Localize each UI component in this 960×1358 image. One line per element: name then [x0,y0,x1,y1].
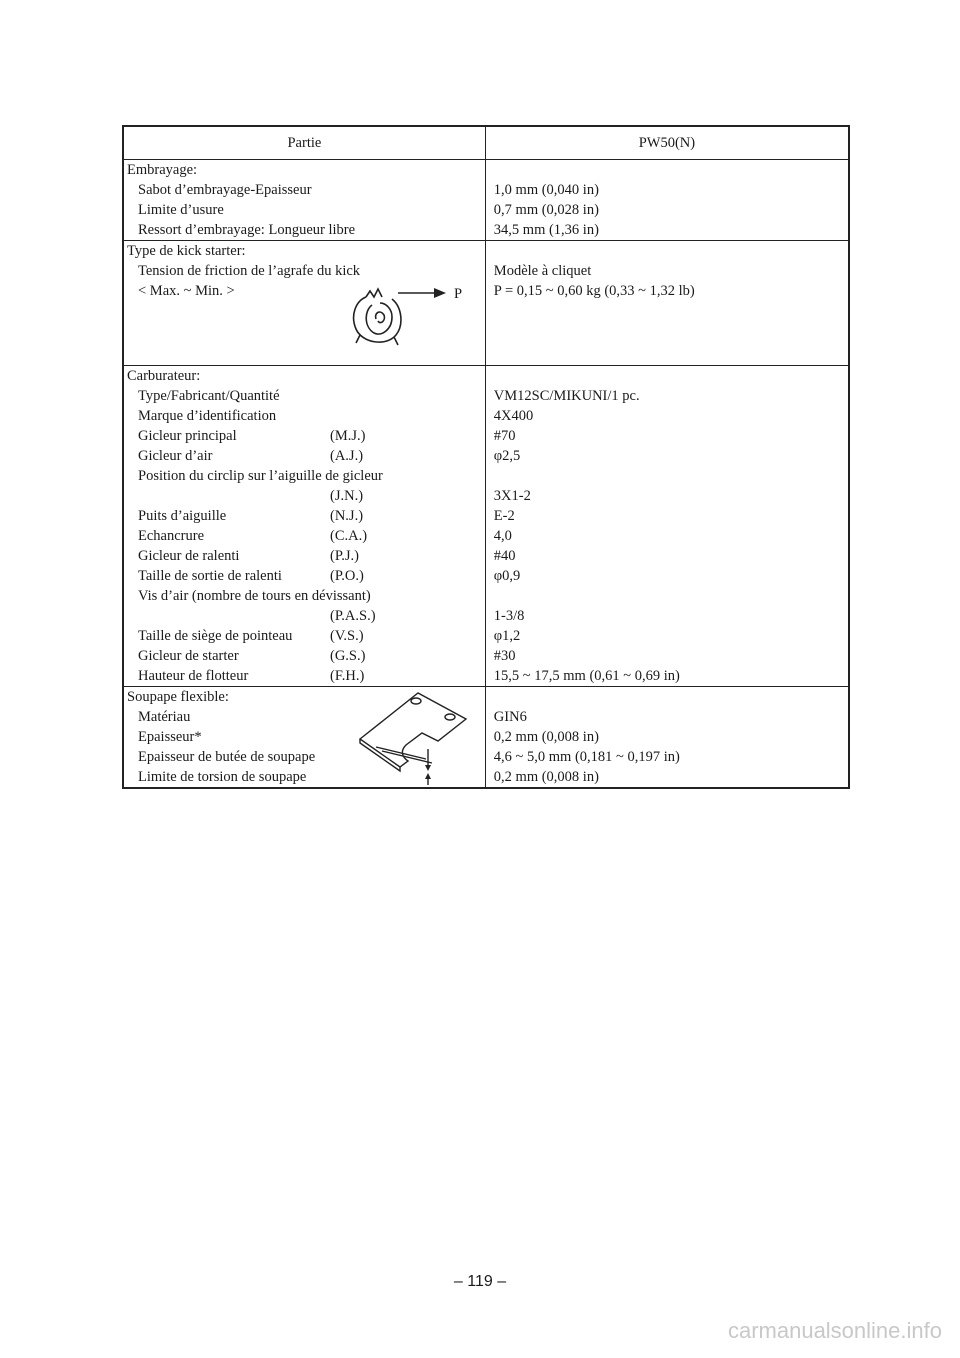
kick-clip-diagram [336,285,476,357]
arrow-head-icon [425,773,431,779]
spec-table [122,125,850,789]
arrow-head-icon [425,765,431,771]
row-value: 4X400 [493,408,534,424]
row-value: Modèle à cliquet [493,263,592,279]
row-value: VM12SC/MIKUNI/1 pc. [493,388,640,404]
row-label: Limite d’usure [138,202,224,218]
row-label: Epaisseur de butée de soupape [138,749,316,765]
row-value: 1,0 mm (0,040 in) [493,182,599,198]
row-label: Puits d’aiguille (N.J.) [138,508,364,524]
row-label: Sabot d’embrayage-Epaisseur [138,182,312,198]
row-label: < Max. ~ Min. > [138,283,235,299]
row-label: Position du circlip sur l’aiguille de gicleur [138,468,383,484]
header-part: Partie [123,126,485,160]
row-value [486,586,848,606]
row-value: 3X1-2 [493,488,531,504]
row-label: Marque d’identification [138,408,277,424]
section-title: Soupape flexible: [127,689,229,705]
row-value: φ2,5 [493,448,521,464]
force-label: P [454,286,463,302]
section-reed-valve [123,687,849,789]
section-title: Type de kick starter: [127,243,246,259]
section-title: Carburateur: [127,368,201,384]
row-label: Tension de friction de l’agrafe du kick [138,263,361,279]
row-value: #30 [493,648,516,664]
row-label: Gicleur principal (M.J.) [138,428,366,444]
row-label: (J.N.) [330,488,364,504]
row-label: Taille de sortie de ralenti (P.O.) [138,568,364,584]
row-label: Ressort d’embrayage: Longueur libre [138,222,356,238]
section-title: Embrayage: [127,162,198,178]
page-number: – 119 – [453,1273,507,1290]
section-kick-starter [123,241,849,366]
arrow-head-icon [434,288,446,298]
row-value [486,466,848,486]
row-label: Matériau [138,709,191,725]
row-value: GIN6 [493,709,527,725]
row-label: Echancrure (C.A.) [138,528,368,544]
reed-valve-diagram [346,689,476,785]
row-label: Hauteur de flotteur (F.H.) [138,668,365,684]
row-label: Gicleur d’air (A.J.) [138,448,364,464]
row-label: Type/Fabricant/Quantité [138,388,280,404]
row-value: 0,2 mm (0,008 in) [493,769,599,785]
section-carburetor [123,366,849,687]
watermark: carmanualsonline.info [727,1318,942,1343]
row-value: 34,5 mm (1,36 in) [493,222,599,238]
section-clutch [123,160,849,241]
row-label: Taille de siège de pointeau (V.S.) [138,628,364,644]
row-label: Limite de torsion de soupape [138,769,307,785]
table-header-row [123,126,849,160]
row-value: 4,0 [493,528,512,544]
row-value: 0,2 mm (0,008 in) [493,729,599,745]
row-value: #40 [493,548,516,564]
row-label: (P.A.S.) [330,608,376,624]
row-label: Gicleur de ralenti (P.J.) [138,548,360,564]
row-value: #70 [493,428,516,444]
row-value: 15,5 ~ 17,5 mm (0,61 ~ 0,69 in) [493,668,680,684]
row-value: P = 0,15 ~ 0,60 kg (0,33 ~ 1,32 lb) [493,283,695,299]
row-label: Vis d’air (nombre de tours en dévissant) [138,588,371,604]
row-value: 1-3/8 [493,608,525,624]
row-value: φ0,9 [493,568,521,584]
row-value: 4,6 ~ 5,0 mm (0,181 ~ 0,197 in) [493,749,680,765]
header-model: PW50(N) [485,126,849,160]
row-value: φ1,2 [493,628,521,644]
row-value: 0,7 mm (0,028 in) [493,202,599,218]
row-label: Gicleur de starter (G.S.) [138,648,366,664]
row-value: E-2 [493,508,515,524]
row-label: Epaisseur* [138,729,202,745]
